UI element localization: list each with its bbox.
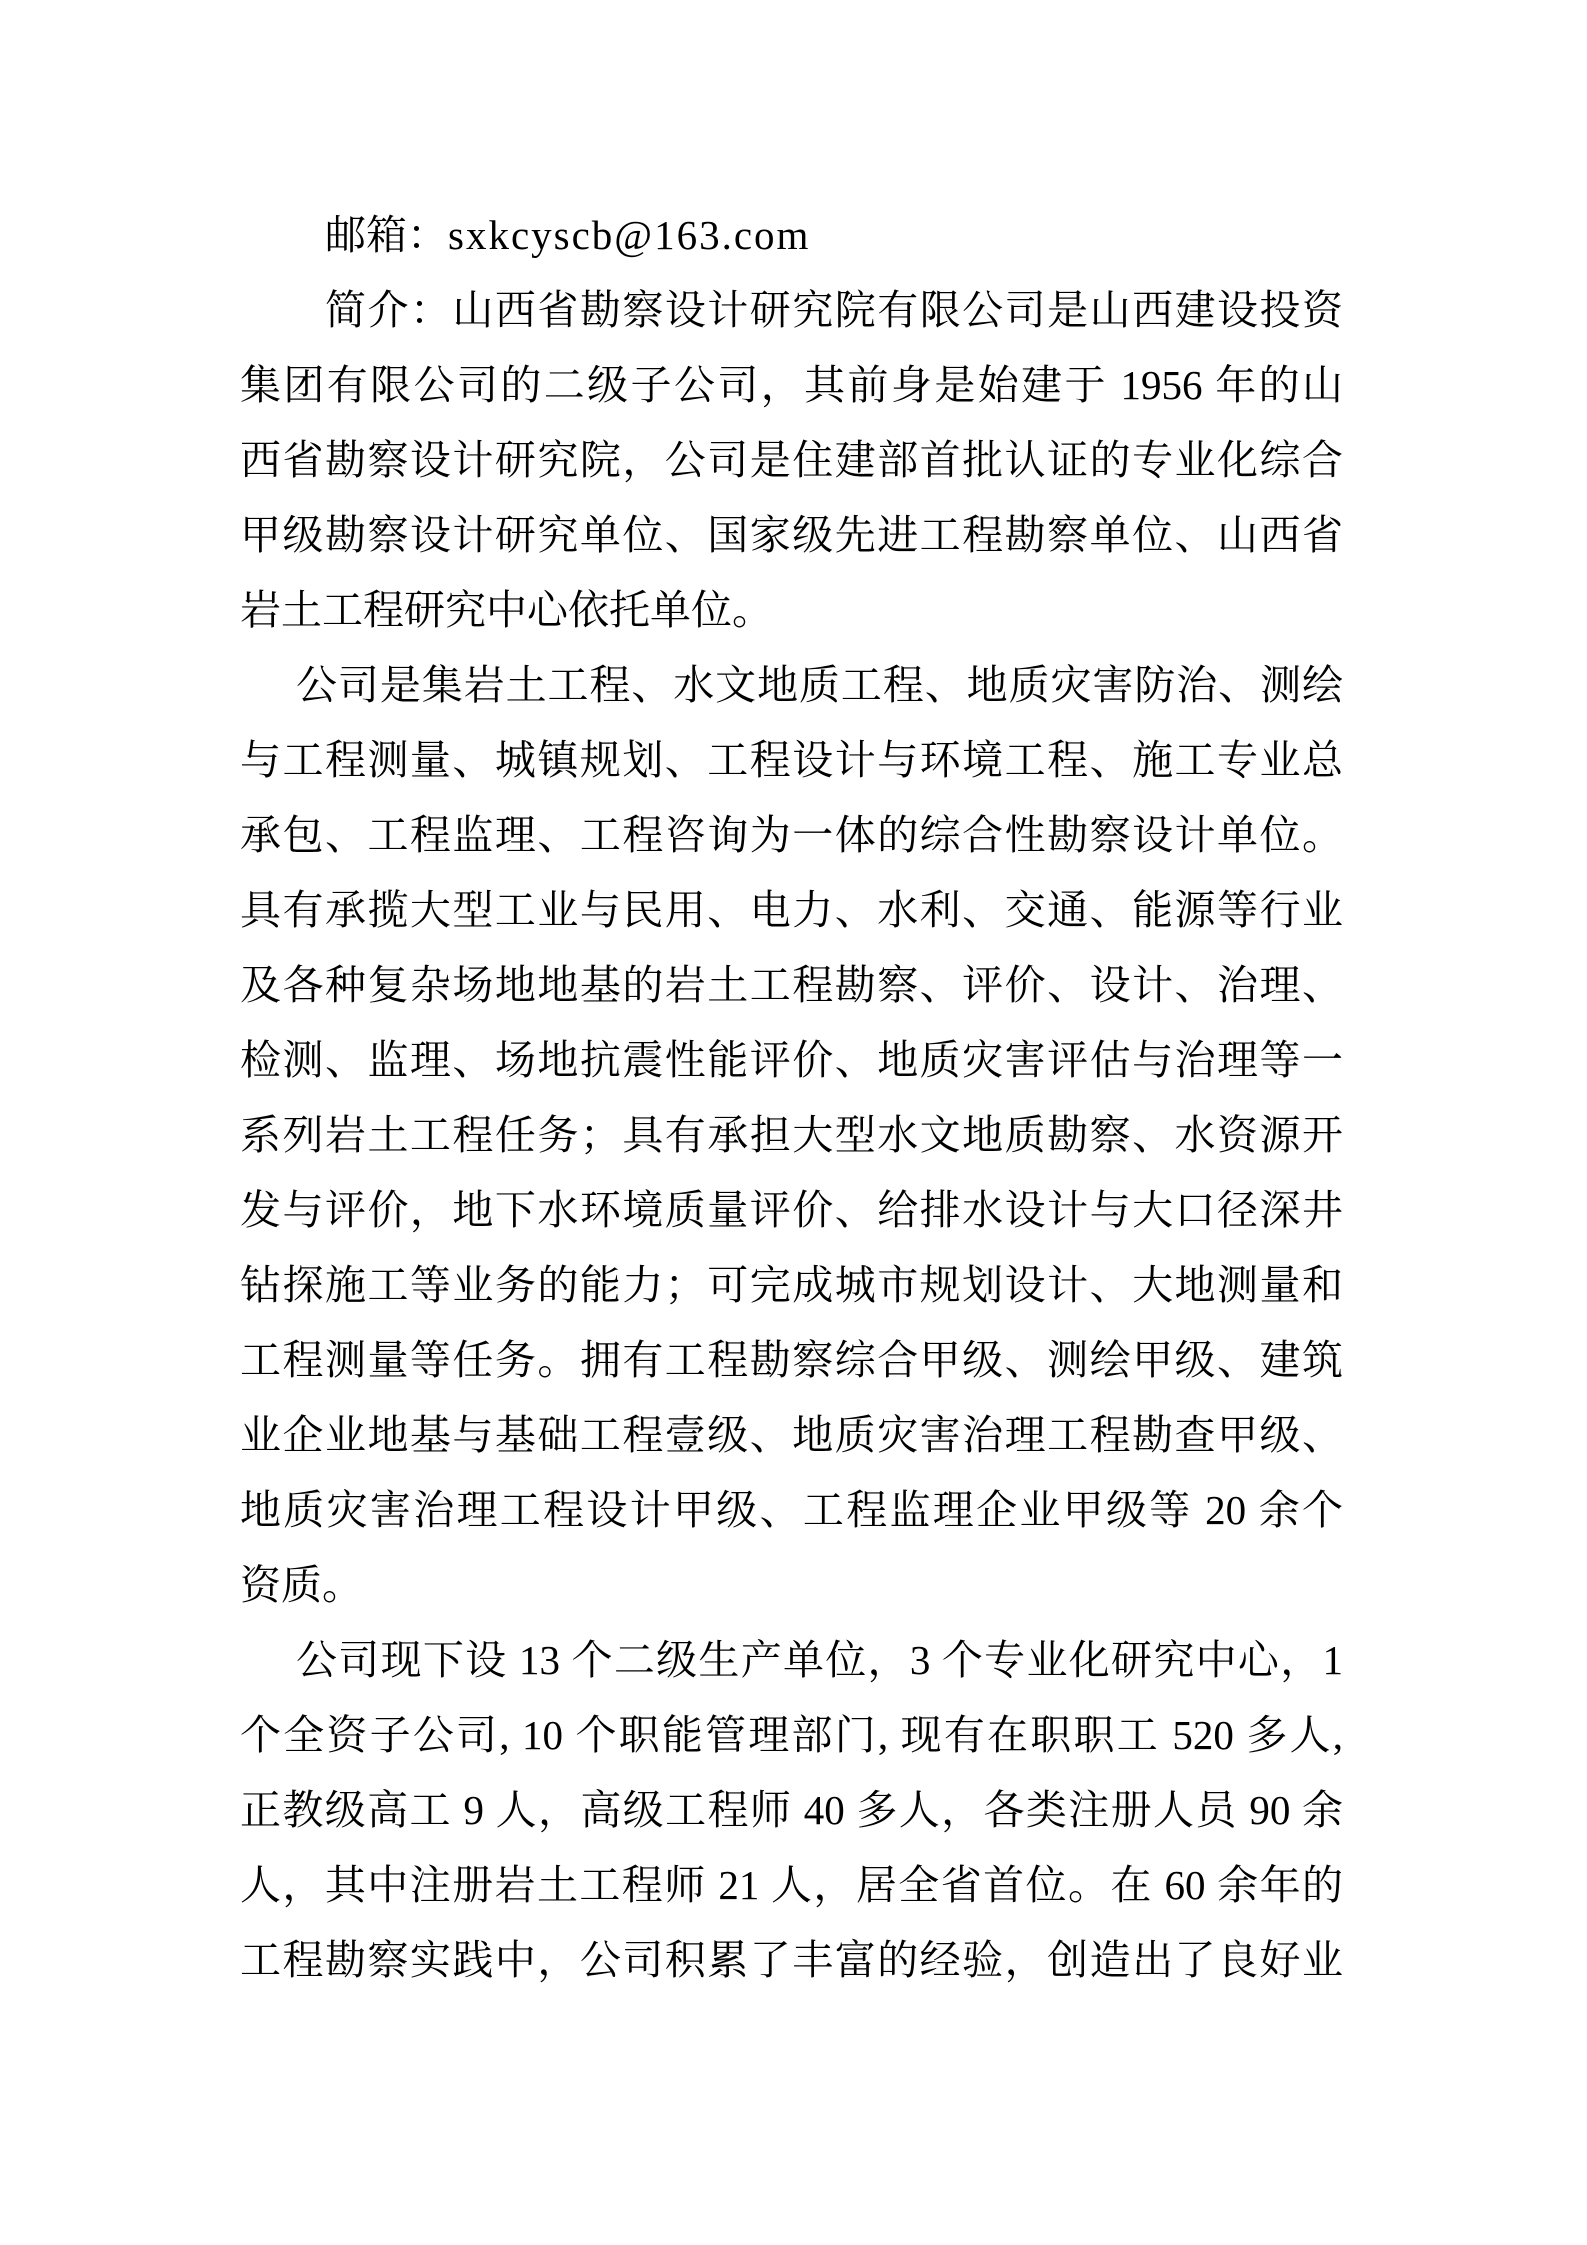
text-line: 与工程测量、城镇规划、工程设计与环境工程、施工专业总 — [240, 737, 1343, 783]
text-line: 集团有限公司的二级子公司，其前身是始建于 1956 年的山 — [240, 362, 1343, 408]
text-line: 地质灾害治理工程设计甲级、工程监理企业甲级等 20 余个 — [240, 1487, 1343, 1533]
text-line: 正教级高工 9 人，高级工程师 40 多人，各类注册人员 90 余 — [240, 1787, 1343, 1833]
text-line: 工程测量等任务。拥有工程勘察综合甲级、测绘甲级、建筑 — [240, 1337, 1343, 1383]
text-line: 简介：山西省勘察设计研究院有限公司是山西建设投资 — [325, 287, 1343, 333]
text-line: 资质。 — [240, 1562, 363, 1608]
text-line: 检测、监理、场地抗震性能评价、地质灾害评估与治理等一 — [240, 1037, 1343, 1083]
paragraph-intro — [240, 273, 1343, 648]
text-line: 发与评价，地下水环境质量评价、给排水设计与大口径深井 — [240, 1187, 1343, 1233]
text-line: 钻探施工等业务的能力；可完成城市规划设计、大地测量和 — [240, 1262, 1343, 1308]
text-line: 承包、工程监理、工程咨询为一体的综合性勘察设计单位。 — [240, 812, 1343, 858]
contact-email-line — [240, 198, 1343, 273]
paragraph-organization — [240, 1623, 1343, 1998]
paragraph-scope — [240, 648, 1343, 1623]
email-value: sxkcyscb@163.com — [448, 212, 811, 258]
email-label: 邮箱： — [325, 212, 448, 258]
text-line: 公司现下设 13 个二级生产单位，3 个专业化研究中心，1 — [296, 1637, 1343, 1683]
text-line: 具有承揽大型工业与民用、电力、水利、交通、能源等行业 — [240, 887, 1343, 933]
paragraph-contact — [240, 198, 1343, 273]
text-line: 工程勘察实践中，公司积累了丰富的经验，创造出了良好业 — [240, 1937, 1343, 1983]
text-line: 公司是集岩土工程、水文地质工程、地质灾害防治、测绘 — [296, 662, 1343, 708]
text-line: 岩土工程研究中心依托单位。 — [240, 587, 773, 633]
text-line: 系列岩土工程任务；具有承担大型水文地质勘察、水资源开 — [240, 1112, 1343, 1158]
text-line: 个全资子公司, 10 个职能管理部门, 现有在职职工 520 多人, — [240, 1712, 1343, 1758]
paragraphs-container — [240, 273, 1343, 1998]
document-body — [240, 198, 1343, 1998]
text-line: 人，其中注册岩土工程师 21 人，居全省首位。在 60 余年的 — [240, 1862, 1343, 1908]
text-line: 甲级勘察设计研究单位、国家级先进工程勘察单位、山西省 — [240, 512, 1343, 558]
text-line: 西省勘察设计研究院，公司是住建部首批认证的专业化综合 — [240, 437, 1343, 483]
text-line: 及各种复杂场地地基的岩土工程勘察、评价、设计、治理、 — [240, 962, 1343, 1008]
text-line: 业企业地基与基础工程壹级、地质灾害治理工程勘查甲级、 — [240, 1412, 1343, 1458]
